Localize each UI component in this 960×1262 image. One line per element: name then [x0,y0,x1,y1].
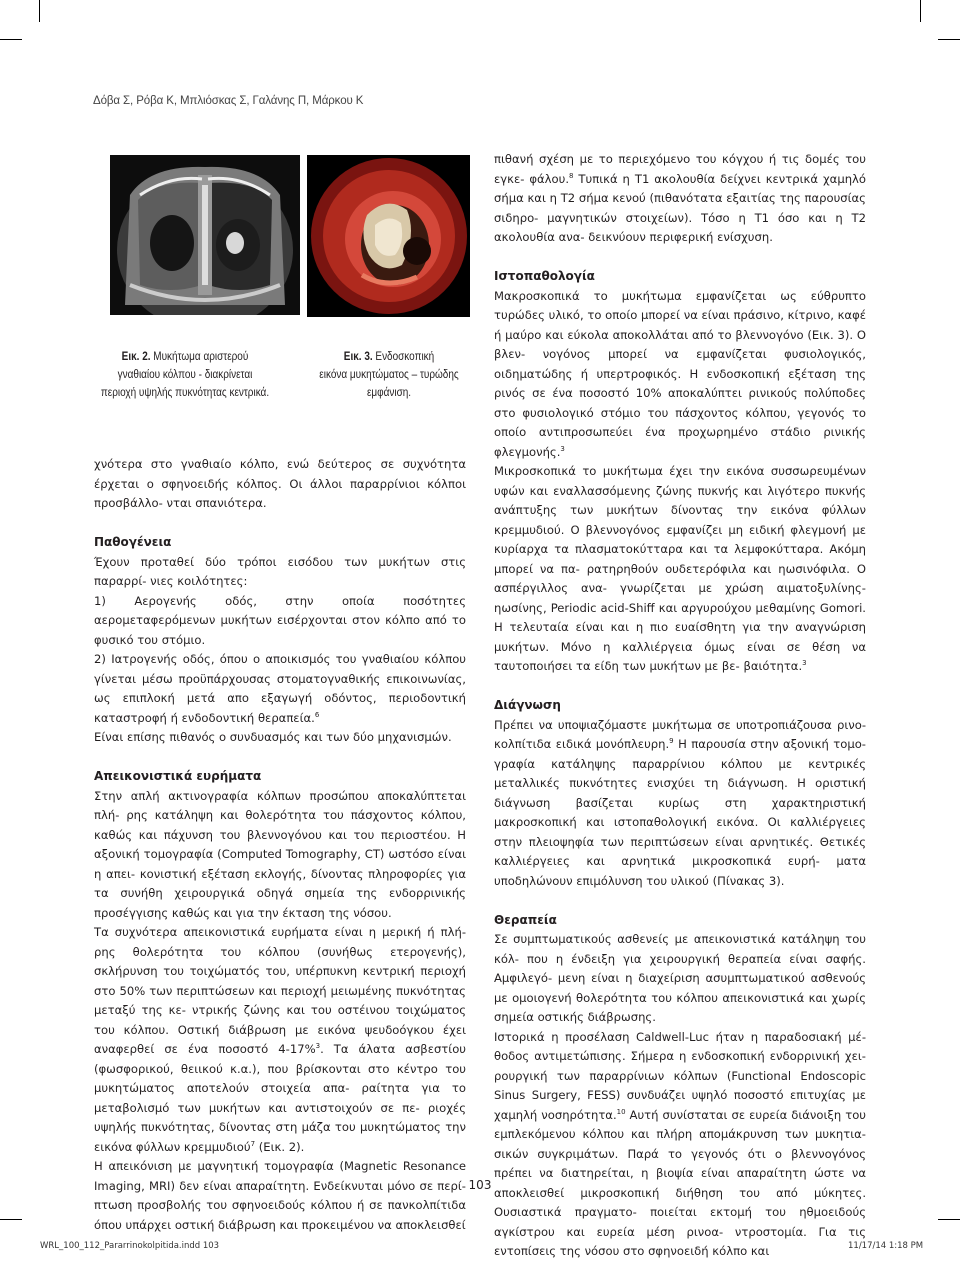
figure-3-label: Εικ. 3. [343,350,373,363]
footer-filename: WRL_100_112_Pararrinokolpitida.indd 103 [40,1241,220,1251]
section-heading-pathogenesis: Παθογένεια [94,535,172,549]
page-number: 103 [468,1178,492,1192]
pathogenesis-paragraph: Έχουν προταθεί δύο τρόποι εισόδου των μυκήτων στις παραρρί- νιες κοιλότητες: 1) Αερογενής οδός, στην οποία ποσότητες αερομεταφερόμενων μυκήτων εισέρχονται στον κόλπο από το φυσικό του στόμιο. 2) Ιατρογενής οδός, όπου ο αποικισμός του γναθιαίου κόλπου γίνεται μέσω προϋπάρχουσας στοματογναθικής επικοινωνίας, ως επιπλοκή μετά απο εξαγωγή οδόντος, περιοδοντική καταστροφή ή ενδοδοντική θεραπεία.$^6$ Είναι επίσης πιθανός ο συνδυασμός και των δύο μηχανισμών. [94,554,466,744]
imaging-paragraph-3: Η απεικόνιση με μαγνητική τομογραφία (Magnetic Resonance Imaging, MRI) δεν είναι απαραίτητη. Ενδείκνυται μόνο σε περί- πτωση προσβολής του σφηνοειδούς κόλπου ή σε πανκολπίτιδα όπου υπάρχει οστική διάβρωση και προκειμένου να αποκλεισθεί [94,1159,466,1232]
imaging-paragraph-1: Στην απλή ακτινογραφία κόλπων προσώπου αποκαλύπτεται πλή- ρης κατάληψη και θολερότητα του πάσχοντος κόλπου, καθώς και πάχυνση του βλεννογόνου και του περιοστέου. Η αξονική τομογραφία (Computed Tomography, CT) ωστόσο είναι η απει- κονιστική εξέταση εκλογής, δίνοντας πληροφορίες για τα συνήθη χειρουργικά οδηγά σημεία της ενδορρινικής προσέγγισης καθώς και για την έκταση της νόσου. [94,788,467,920]
histopathology-paragraph-1: Μακροσκοπικά το μυκήτωμα εμφανίζεται ως εύθρυπτο τυρώδες υλικό, το οποίο μπορεί να είναι πράσινο, κίτρινο, καφέ ή μαύρο και εύκολα αποκολλάται από το βλεννογόνο (Εικ. 3). Ο βλεν- νογόνος μπορεί να εμφανίζεται φυσιολογικός, οιδηματώδης ή υπερτροφικός. Η ενδοσκοπική εξέταση της ρινός σε ένα ποσοστό 10% αποκαλύπτει ρινικούς πολύποδες στο φυσιολογικό στόμιο του πάσχοντος κόλπου, γεγονός το οποίο αντιπροσωπεύει ένα προχωρημένο στάδιο ρινικής φλεγμονής.$^3$ [494,288,867,459]
figure-2-label: Εικ. 2. [121,350,151,363]
histopathology-paragraph-2: Μικροσκοπικά το μυκήτωμα έχει την εικόνα συσσωρευμένων υφών και εναλλασσόμενης ζώνης πυκνής και λιγότερο πυκνής ανάπτυξης των μυκήτων δίνοντας την εικόνα φύλλων κρεμμυδιού. Ο βλεννογόνος εμφανίζει μη ειδική φλεγμονή με κυρίαρχα τα πλασματοκύτταρα και τα λεμφοκύτταρα. Ακόμη μπορεί να πα- ρατηρηθούν ουδετερόφιλα και ηωσινόφιλα. Ο ασπέργιλλος ανα- γνωρίζεται με χρώση αιματοξυλίνης-ηωσίνης, Periodic acid-Shiff και αργυρούχου μεθαμίνης Gomori. Η τελευταία είναι και η πιο ευαίσθητη για την αναγνώριση μυκήτων. Μόνο η καλλιέργεια όμως είναι σε θέση να ταυτοποιήσει τα είδη των μυκήτων με βε- βαιότητα.$^3$ [494,464,867,673]
crop-mark [938,1219,960,1220]
right-column [494,150,866,1262]
ct-scan-image [110,155,300,315]
crop-mark [0,39,22,40]
figure-3-caption: Εικ. 3. Ενδοσκοπική εικόνα μυκητώματος – τυρώδης εμφάνιση. [319,350,459,399]
crop-mark [938,39,960,40]
figure-2-caption: Εικ. 2. Μυκήτωμα αριστερού γναθιαίου κόλπου - διακρίνεται περιοχή υψηλής πυκνότητας κεντρικά. [100,350,270,399]
mri-continuation-paragraph: πιθανή σχέση με το περιεχόμενο του κόγχου ή τις δομές του εγκε- φάλου.$^8$ Τυπικά η T1 ακολουθία δείχνει κεντρικά χαμηλό σήμα και η T2 σήμα κενού (πιθανότατα εξαιτίας της παρουσίας σιδηρο- μαγνητικών στοιχείων). Τόσο η T1 όσο και η T2 ακολουθία ανα- δεικνύουν περιφερική ενίσχυση. [494,152,866,244]
endoscopy-image [307,155,470,317]
therapy-paragraph-1: Σε συμπτωματικούς ασθενείς με απεικονιστικά κατάληψη του κόλ- που η ένδειξη για χειρουργική θεραπεία είναι σαφής. Αμφιλεγό- μενη είναι η διαχείριση ασυμπτωματικού ασθενούς με ομοιογενή θολερότητα του κόλπου απεικονιστικά και χωρίς σημεία οστικής διάβρωσης. [494,932,867,1024]
running-header: Δόβα Σ, Ρόβα Κ, Μπλιόσκας Σ, Γαλάνης Π, Μάρκου Κ [93,95,364,107]
therapy-paragraph-2: Ιστορικά η προσέλαση Caldwell-Luc ήταν η παραδοσιακή μέ- θοδος αντιμετώπισης. Σήμερα η ενδοσκοπική ενδορρινική χει- ρουργική των παραρρίνιων κόλπων (Functional Endoscopic Sinus Surgery, FESS) συνδυάζει υψηλό ποσοστό επιτυχίας με χαμηλή νοσηρότητα.$^{10}$ Αυτή συνίσταται σε ευρεία διάνοιξη του εμπλεκόμενου κόλπου και πλήρη απομάκρυνση των μυκητια- σικών συγκριμάτων. Παρά το γεγονός ότι ο βλεννογόνος πρέπει να διατηρείται, η βιοψία είναι απαραίτητη ώστε να αποκλεισθεί μικροσκοπική διήθηση του από μύκητες. Ουσιαστικά πραγματο- ποιείται εκτομή του ηθμοειδούς αγκίστρου και ευρεία μέση ρινοα- ντροστομία. Για τις εντοπίσεις της νόσου στο σφηνοειδή κόλπο και [494,1029,867,1258]
section-heading-therapy: Θεραπεία [494,912,557,927]
left-column [94,455,466,1235]
section-heading-diagnosis: Διάγνωση [494,698,561,712]
ct-scan-drawing [110,155,300,315]
footer-timestamp: 11/17/14 1:18 PM [848,1241,924,1251]
crop-mark [39,0,40,22]
imaging-paragraph-2: Τα συχνότερα απεικονιστικά ευρήματα είναι η μερική ή πλή- ρης θολερότητα του κόλπου (συνήθως ετερογενής), σκλήρυνση του τοιχώματός του, υπέρπυκνη κεντρική περιοχή στο 50% των περιπτώσεων και περιοχή μειωμένης πυκνότητας μεταξύ της κε- ντρικής ζώνης και του οστέινου τοιχώματος του κόλπου. Οστική διάβρωση με εικόνα ψευδοόγκου έχει αναφερθεί σε ένα ποσοστό 4-17%$^3$. Τα άλατα ασβεστίου (φωσφορικού, θειικού κ.α.), που βρίσκονται στο κέντρο του μυκητώματος αποτελούν στοιχεία απα- ραίτητα για το μεταβολισμό των μυκήτων και αντιστοιχούν σε πε- ριοχές υψηλής πυκνότητας, δίνοντας στη μάζα του μυκητώματος την εικόνα φύλλων κρεμμυδιού$^7$ (Εικ. 2). [94,925,467,1154]
section-heading-histopathology: Ιστοπαθολογία [494,269,595,283]
diagnosis-paragraph: Πρέπει να υποψιαζόμαστε μυκήτωμα σε υποτροπιάζουσα ρινο- κολπίτιδα ειδικά μονόπλευρη.$^9$ Η παρουσία στην αξονική τομο- γραφία κατάληψης παραρρίνιου κόλπου με κεντρικές μεταλλικές πυκνότητες ενισχύει τη διάγνωση. Η οριστική διάγνωση βασίζεται κυρίως στη χαρακτηριστική μακροσκοπική και ιστοπαθολογική εικόνα. Οι καλλιέργειες στην πλειοψηφία των περιπτώσεων είναι αρνητικές. Θετικές καλλιέργειες και αρνητικά μικροσκοπικά ευρή- ματα υποδηλώνουν επιμόλυνση του υλικού (Πίνακας 3). [494,717,867,888]
intro-paragraph: χνότερα στο γναθιαίο κόλπο, ενώ δεύτερος σε συχνότητα έρχεται ο σφηνοειδής κόλπος. Οι άλλοι παραρρίνιοι κόλποι προσβάλλο- νται σπανιότερα. [94,457,467,510]
endoscopy-drawing [307,155,470,317]
crop-mark [0,1219,22,1220]
section-heading-imaging: Απεικονιστικά ευρήματα [94,769,262,783]
crop-mark [920,0,921,22]
